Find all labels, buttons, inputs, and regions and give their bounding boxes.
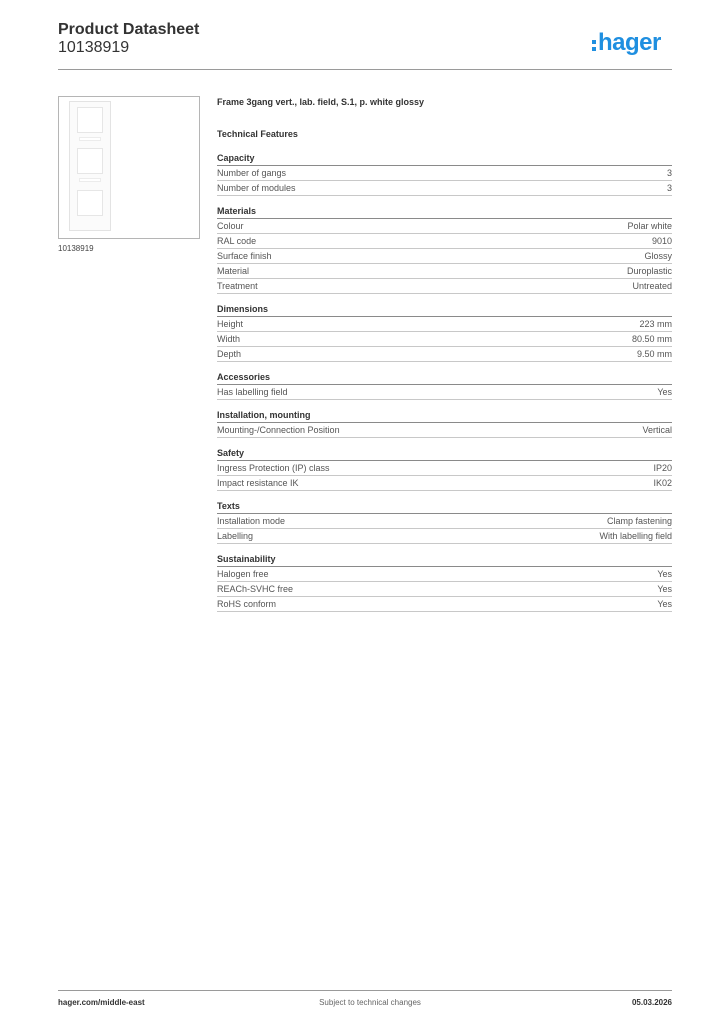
section-title: Sustainability <box>217 552 672 567</box>
spec-label: REACh-SVHC free <box>217 584 294 594</box>
header-divider <box>58 69 672 70</box>
spec-label: Number of gangs <box>217 168 287 178</box>
spec-value: Yes <box>657 569 672 579</box>
section-title: Texts <box>217 499 672 514</box>
spec-label: RoHS conform <box>217 599 277 609</box>
section-title: Accessories <box>217 370 672 385</box>
footer-divider <box>58 990 672 991</box>
features-heading: Technical Features <box>217 129 298 139</box>
spec-section <box>217 370 672 400</box>
spec-value: Vertical <box>642 425 672 435</box>
spec-label: Ingress Protection (IP) class <box>217 463 330 473</box>
logo-text: hager <box>598 29 661 56</box>
section-title: Materials <box>217 204 672 219</box>
spec-label: Material <box>217 266 250 276</box>
spec-value: 223 mm <box>639 319 672 329</box>
spec-label: Has labelling field <box>217 387 288 397</box>
spec-label: Height <box>217 319 244 329</box>
spec-row <box>217 317 672 332</box>
image-caption: 10138919 <box>58 244 94 253</box>
section-title: Capacity <box>217 151 672 166</box>
spec-label: Depth <box>217 349 242 359</box>
spec-content <box>217 95 672 612</box>
spec-section <box>217 552 672 612</box>
section-title: Installation, mounting <box>217 408 672 423</box>
section-title: Safety <box>217 446 672 461</box>
spec-row <box>217 461 672 476</box>
spec-value: Yes <box>657 599 672 609</box>
spec-section <box>217 204 672 294</box>
spec-label: Halogen free <box>217 569 269 579</box>
product-image <box>58 96 200 239</box>
spec-label: RAL code <box>217 236 257 246</box>
spec-row <box>217 181 672 196</box>
spec-row <box>217 597 672 612</box>
spec-value: Untreated <box>632 281 672 291</box>
spec-row <box>217 514 672 529</box>
spec-value: Polar white <box>627 221 672 231</box>
spec-value: Glossy <box>644 251 672 261</box>
spec-row <box>217 264 672 279</box>
spec-row <box>217 166 672 181</box>
spec-value: With labelling field <box>599 531 672 541</box>
spec-value: 3 <box>666 183 672 193</box>
spec-row <box>217 249 672 264</box>
spec-label: Colour <box>217 221 244 231</box>
spec-value: 9010 <box>651 236 672 246</box>
spec-section <box>217 499 672 544</box>
spec-label: Impact resistance IK <box>217 478 299 488</box>
spec-row <box>217 567 672 582</box>
spec-label: Treatment <box>217 281 258 291</box>
spec-row <box>217 385 672 400</box>
footer-notice: Subject to technical changes <box>319 998 421 1007</box>
product-code: 10138919 <box>58 39 130 56</box>
spec-label: Labelling <box>217 531 254 541</box>
spec-label: Width <box>217 334 241 344</box>
footer-website: hager.com/middle-east <box>58 998 145 1007</box>
frame-illustration <box>69 101 111 231</box>
spec-row <box>217 529 672 544</box>
spec-label: Number of modules <box>217 183 296 193</box>
spec-section <box>217 151 672 196</box>
spec-value: Duroplastic <box>626 266 672 276</box>
spec-value: Yes <box>657 584 672 594</box>
page-title: Product Datasheet <box>58 21 200 38</box>
spec-value: 3 <box>666 168 672 178</box>
spec-section <box>217 302 672 362</box>
spec-row <box>217 423 672 438</box>
product-title: Frame 3gang vert., lab. field, S.1, p. white glossy <box>217 97 425 107</box>
logo-dots-icon <box>592 40 596 51</box>
spec-value: Yes <box>657 387 672 397</box>
spec-row <box>217 476 672 491</box>
spec-row <box>217 582 672 597</box>
spec-row <box>217 347 672 362</box>
spec-section <box>217 408 672 438</box>
spec-value: Clamp fastening <box>606 516 672 526</box>
section-title: Dimensions <box>217 302 672 317</box>
spec-label: Surface finish <box>217 251 272 261</box>
spec-row <box>217 234 672 249</box>
spec-row <box>217 219 672 234</box>
spec-value: IK02 <box>653 478 672 488</box>
footer-date: 05.03.2026 <box>631 998 672 1007</box>
spec-sections <box>217 151 672 612</box>
spec-value: IP20 <box>653 463 672 473</box>
spec-label: Mounting-/Connection Position <box>217 425 340 435</box>
spec-section <box>217 446 672 491</box>
spec-value: 80.50 mm <box>631 334 672 344</box>
hager-logo <box>592 26 661 56</box>
spec-row <box>217 332 672 347</box>
spec-label: Installation mode <box>217 516 286 526</box>
spec-row <box>217 279 672 294</box>
spec-value: 9.50 mm <box>636 349 672 359</box>
